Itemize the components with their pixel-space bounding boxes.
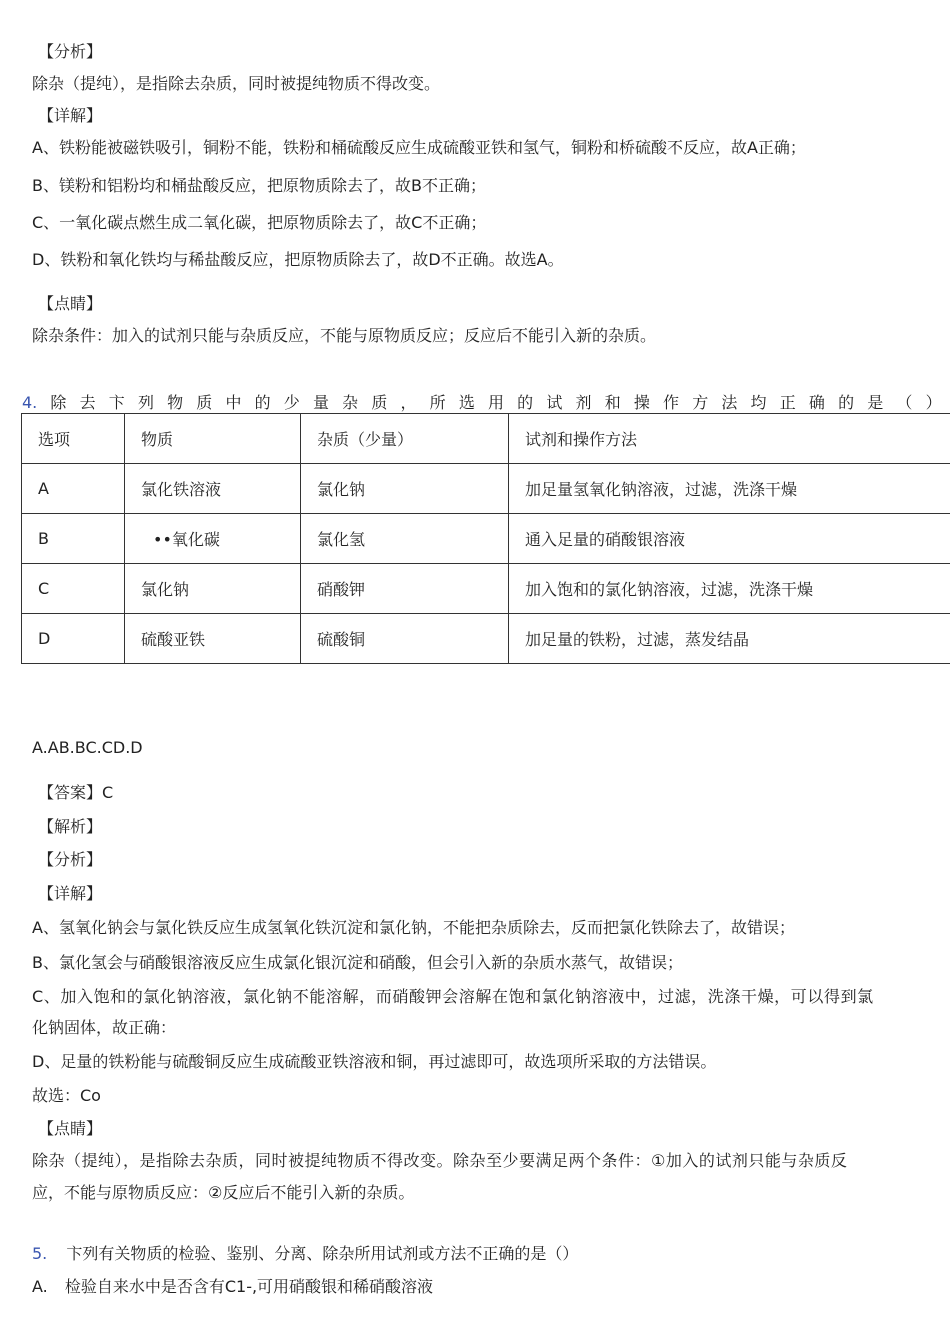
q5-stem xyxy=(32,1242,578,1266)
table-header-cell: 杂质（少量） xyxy=(301,414,509,464)
table-cell: 硝酸钾 xyxy=(301,564,509,614)
q4-select: 故选：Co xyxy=(32,1086,101,1105)
q4-explain-b: B、氯化氢会与硝酸银溶液反应生成氯化银沉淀和硝酸，但会引入新的杂质水蒸气，故错误； xyxy=(32,953,683,972)
table-row xyxy=(22,464,950,514)
q4-number: 4. xyxy=(22,393,38,412)
q3-explain-c: C、一氧化碳点燃生成二氧化碳，把原物质除去了，故C不正确； xyxy=(32,213,487,232)
table-header-cell: 试剂和操作方法 xyxy=(509,414,950,464)
table-cell: ••氧化碳 xyxy=(125,514,301,564)
q4-fenxi-heading: 【分析】 xyxy=(38,850,103,869)
q4-stem: 4. 除 去 卞 列 物 质 中 的 少 量 杂 质 ， 所 选 用 的 试 剂 和 操 作 方 法 均 正 确 的 是 （ ） xyxy=(22,391,942,415)
q5-option-a xyxy=(32,1275,433,1299)
q4-explain-d: D、足量的铁粉能与硫酸铜反应生成硫酸亚铁溶液和铜，再过滤即可，故选项所采取的方法错误。 xyxy=(32,1052,717,1071)
q5-option-a-text: 检验自来水中是否含有C1-,可用硝酸银和稀硝酸溶液 xyxy=(64,1277,434,1296)
q4-dianjing-heading: 【点睛】 xyxy=(38,1119,103,1138)
q4-explain-c2: 化钠固体，故正确： xyxy=(32,1018,177,1037)
table-row xyxy=(22,564,950,614)
q3-dianjing-text: 除杂条件：加入的试剂只能与杂质反应，不能与原物质反应；反应后不能引入新的杂质。 xyxy=(32,326,657,345)
q3-fenxi-heading: 【分析】 xyxy=(38,42,103,61)
table-cell: 加足量氢氧化钠溶液，过滤，洗涤干燥 xyxy=(509,464,950,514)
q3-explain-d: D、铁粉和氧化铁均与稀盐酸反应，把原物质除去了，故D不正确。故选A。 xyxy=(32,250,564,269)
table-cell: 氯化氢 xyxy=(301,514,509,564)
table-cell: 硫酸铜 xyxy=(301,614,509,664)
table-cell: C xyxy=(22,564,125,614)
q4-choices: A.AB.BC.CD.D xyxy=(32,738,143,757)
table-cell: 氯化钠 xyxy=(301,464,509,514)
q5-option-a-label: A. xyxy=(32,1277,48,1296)
table-header-cell: 物质 xyxy=(125,414,301,464)
table-cell: A xyxy=(22,464,125,514)
q3-explain-b: B、镁粉和铝粉均和桶盐酸反应，把原物质除去了，故B不正确； xyxy=(32,176,486,195)
table-cell: D xyxy=(22,614,125,664)
table-cell: 氯化钠 xyxy=(125,564,301,614)
table-header-cell: 选项 xyxy=(22,414,125,464)
table-cell: 通入足量的硝酸银溶液 xyxy=(509,514,950,564)
q3-explain-a: A、铁粉能被磁铁吸引，铜粉不能，铁粉和桶硫酸反应生成硫酸亚铁和氢气，铜粉和桥硫酸不反应，故A正确； xyxy=(32,138,806,157)
table-cell: 加入饱和的氯化钠溶液，过滤，洗涤干燥 xyxy=(509,564,950,614)
q4-dianjing-line1: 除杂（提纯），是指除去杂质，同时被提纯物质不得改变。除杂至少要满足两个条件：①加入的试剂只能与杂质反 xyxy=(32,1151,848,1170)
table-row xyxy=(22,614,950,664)
table-cell: B xyxy=(22,514,125,564)
table-header-row xyxy=(22,414,950,464)
q3-xiangjie-heading: 【详解】 xyxy=(38,106,103,125)
q4-jiexi-heading: 【解析】 xyxy=(38,817,103,836)
table-cell: 加足量的铁粉，过滤，蒸发结晶 xyxy=(509,614,950,664)
q5-number: 5. xyxy=(32,1244,48,1263)
q4-explain-c1: C、加入饱和的氯化钠溶液，氯化钠不能溶解，而硝酸钾会溶解在饱和氯化钠溶液中，过滤，洗涤干燥，可以得到氯 xyxy=(32,987,874,1006)
q5-stem-text: 卞列有关物质的检验、鉴别、分离、除杂所用试剂或方法不正确的是（） xyxy=(66,1244,579,1263)
q4-options-table xyxy=(21,413,950,664)
table-row xyxy=(22,514,950,564)
q3-fenxi-text: 除杂（提纯），是指除去杂质，同时被提纯物质不得改变。 xyxy=(32,74,441,93)
table-cell: 氯化铁溶液 xyxy=(125,464,301,514)
q4-answer: 【答案】C xyxy=(38,783,114,802)
table-cell: 硫酸亚铁 xyxy=(125,614,301,664)
q4-explain-a: A、氢氧化钠会与氯化铁反应生成氢氧化铁沉淀和氯化钠，不能把杂质除去，反而把氯化铁除去了，故错误； xyxy=(32,918,795,937)
q3-dianjing-heading: 【点睛】 xyxy=(38,294,103,313)
q4-dianjing-line2: 应，不能与原物质反应：②反应后不能引入新的杂质。 xyxy=(32,1183,415,1202)
q4-xiangjie-heading: 【详解】 xyxy=(38,884,103,903)
